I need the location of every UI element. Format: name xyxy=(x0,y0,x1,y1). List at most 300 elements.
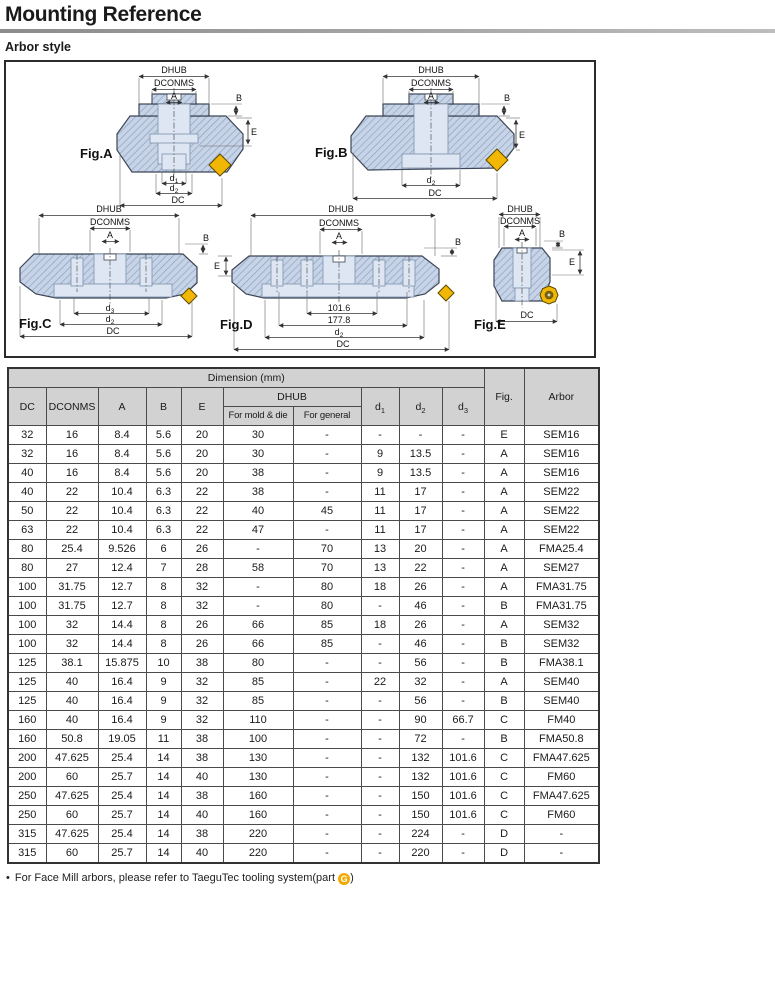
table-cell: 16.4 xyxy=(98,711,146,730)
table-cell: 10 xyxy=(146,654,181,673)
table-cell: 11 xyxy=(361,502,399,521)
table-cell: 19.05 xyxy=(98,730,146,749)
dim-label-a: A xyxy=(170,91,178,101)
table-cell: A xyxy=(484,540,524,559)
table-header-d3 xyxy=(442,388,484,426)
page-title: Mounting Reference xyxy=(5,3,202,26)
table-cell: - xyxy=(293,787,361,806)
table-cell: 100 xyxy=(8,635,46,654)
d2-base: d xyxy=(334,327,340,337)
d2-base: d xyxy=(426,175,432,185)
dim-label-b: B xyxy=(558,229,566,239)
table-cell: 26 xyxy=(181,616,223,635)
table-cell: 31.75 xyxy=(46,597,98,616)
d2-base: d xyxy=(105,314,111,324)
table-cell: A xyxy=(484,483,524,502)
table-cell: 101.6 xyxy=(442,787,484,806)
table-cell: 70 xyxy=(293,559,361,578)
table-cell: 16 xyxy=(46,464,98,483)
table-cell: 38 xyxy=(181,787,223,806)
table-cell: 101.6 xyxy=(442,749,484,768)
table-cell: - xyxy=(361,692,399,711)
table-cell: 38 xyxy=(181,654,223,673)
dim-label-dconms: DCONMS xyxy=(319,218,359,228)
table-cell: 25.4 xyxy=(46,540,98,559)
table-cell: 315 xyxy=(8,844,46,864)
table-cell: 101.6 xyxy=(442,806,484,825)
table-cell: 22 xyxy=(46,502,98,521)
arbor-figures-svg xyxy=(6,62,594,356)
table-cell: SEM22 xyxy=(524,521,599,540)
table-cell: 17 xyxy=(399,521,442,540)
title-rule xyxy=(0,29,775,33)
d1-base: d xyxy=(374,400,381,413)
table-cell: 14.4 xyxy=(98,635,146,654)
table-cell: 125 xyxy=(8,654,46,673)
table-cell: - xyxy=(223,540,293,559)
table-cell: SEM40 xyxy=(524,673,599,692)
table-cell: 80 xyxy=(8,559,46,578)
table-cell: 8 xyxy=(146,616,181,635)
table-cell: - xyxy=(442,825,484,844)
table-cell: 80 xyxy=(293,597,361,616)
table-cell: FMA50.8 xyxy=(524,730,599,749)
table-cell: A xyxy=(484,559,524,578)
dim-label-a: A xyxy=(335,231,343,241)
table-cell: - xyxy=(442,426,484,445)
table-cell: 100 xyxy=(223,730,293,749)
table-cell: - xyxy=(442,445,484,464)
table-header-dconms: DCONMS xyxy=(46,388,98,426)
table-cell: 18 xyxy=(361,616,399,635)
table-cell: 9 xyxy=(146,673,181,692)
dim-label-b: B xyxy=(454,237,462,247)
table-cell: - xyxy=(293,673,361,692)
table-cell: - xyxy=(361,597,399,616)
table-header-e: E xyxy=(181,388,223,426)
table-cell: 7 xyxy=(146,559,181,578)
table-cell: FMA25.4 xyxy=(524,540,599,559)
footnote-close: ) xyxy=(350,872,354,884)
table-cell: 5.6 xyxy=(146,445,181,464)
table-cell: 13.5 xyxy=(399,445,442,464)
table-cell: 11 xyxy=(361,483,399,502)
table-cell: - xyxy=(442,483,484,502)
table-cell: 25.7 xyxy=(98,806,146,825)
table-cell: 132 xyxy=(399,768,442,787)
table-cell: 250 xyxy=(8,806,46,825)
dim-label-dconms: DCONMS xyxy=(154,78,194,88)
table-cell: FM60 xyxy=(524,768,599,787)
table-cell: - xyxy=(293,749,361,768)
table-cell: - xyxy=(293,730,361,749)
table-cell: 46 xyxy=(399,597,442,616)
table-cell: - xyxy=(442,559,484,578)
table-cell: C xyxy=(484,768,524,787)
table-cell: - xyxy=(442,692,484,711)
table-cell: - xyxy=(442,578,484,597)
dim-label-e: E xyxy=(250,127,258,137)
table-cell: 58 xyxy=(223,559,293,578)
dim-label-dhub: DHUB xyxy=(96,204,122,214)
table-cell: 8 xyxy=(146,597,181,616)
table-cell: 224 xyxy=(399,825,442,844)
table-cell: - xyxy=(442,635,484,654)
table-cell: 110 xyxy=(223,711,293,730)
table-cell: 28 xyxy=(181,559,223,578)
table-cell: 38 xyxy=(223,464,293,483)
table-cell: SEM16 xyxy=(524,445,599,464)
table-row xyxy=(8,749,599,768)
dim-label-dhub: DHUB xyxy=(418,65,444,75)
table-cell: 72 xyxy=(399,730,442,749)
table-cell: 38 xyxy=(181,749,223,768)
fig-e-label: Fig.E xyxy=(474,317,506,332)
table-cell: C xyxy=(484,806,524,825)
dim-label-e: E xyxy=(568,257,576,267)
dim-label-dconms: DCONMS xyxy=(500,216,540,226)
table-cell: 13 xyxy=(361,540,399,559)
table-cell: 14 xyxy=(146,825,181,844)
table-cell: 26 xyxy=(181,540,223,559)
dim-label-a: A xyxy=(518,228,526,238)
table-cell: 12.7 xyxy=(98,597,146,616)
table-cell: 9 xyxy=(146,692,181,711)
table-cell: 160 xyxy=(8,730,46,749)
table-cell: 8.4 xyxy=(98,445,146,464)
table-cell: 6 xyxy=(146,540,181,559)
table-cell: 50.8 xyxy=(46,730,98,749)
table-header-fig: Fig. xyxy=(484,368,524,426)
table-cell: - xyxy=(293,825,361,844)
table-cell: 38 xyxy=(181,730,223,749)
d1-base: d xyxy=(169,173,175,183)
dim-label-dhub: DHUB xyxy=(328,204,354,214)
fig-e-group xyxy=(474,204,584,332)
table-cell: FMA38.1 xyxy=(524,654,599,673)
d2-sub: 2 xyxy=(339,332,344,339)
table-cell: FM40 xyxy=(524,711,599,730)
table-cell: 6.3 xyxy=(146,483,181,502)
table-cell: 14.4 xyxy=(98,616,146,635)
table-cell: 40 xyxy=(46,692,98,711)
table-cell: 100 xyxy=(8,597,46,616)
table-cell: 8 xyxy=(146,578,181,597)
dim-label-177-8: 177.8 xyxy=(327,315,351,325)
table-cell: SEM16 xyxy=(524,464,599,483)
footnote-bullet: • xyxy=(6,872,10,884)
table-cell: D xyxy=(484,844,524,864)
table-cell: 40 xyxy=(181,844,223,864)
table-cell: 130 xyxy=(223,749,293,768)
table-cell: A xyxy=(484,616,524,635)
table-cell: 16.4 xyxy=(98,673,146,692)
insert-screw-center xyxy=(548,294,551,297)
table-cell: - xyxy=(442,521,484,540)
table-cell: 200 xyxy=(8,749,46,768)
table-cell: 47.625 xyxy=(46,825,98,844)
d2-sub: 2 xyxy=(110,319,115,326)
table-cell: FMA31.75 xyxy=(524,597,599,616)
dim-label-b: B xyxy=(503,93,511,103)
table-row xyxy=(8,654,599,673)
table-cell: 85 xyxy=(293,616,361,635)
table-header-d1 xyxy=(361,388,399,426)
table-cell: 13 xyxy=(361,559,399,578)
table-cell: 160 xyxy=(8,711,46,730)
table-cell: FMA47.625 xyxy=(524,749,599,768)
table-cell: - xyxy=(361,844,399,864)
d3-sub: 3 xyxy=(110,308,115,315)
table-cell: 11 xyxy=(361,521,399,540)
table-header-b: B xyxy=(146,388,181,426)
table-cell: SEM32 xyxy=(524,635,599,654)
d1-sub: 1 xyxy=(174,178,179,185)
table-cell: - xyxy=(361,635,399,654)
table-cell: B xyxy=(484,692,524,711)
table-cell: 90 xyxy=(399,711,442,730)
table-cell: - xyxy=(442,673,484,692)
table-cell: 20 xyxy=(181,426,223,445)
table-cell: 150 xyxy=(399,806,442,825)
table-row xyxy=(8,730,599,749)
table-cell: 60 xyxy=(46,844,98,864)
arbor-diagram-panel xyxy=(4,60,596,358)
table-header-arbor: Arbor xyxy=(524,368,599,426)
table-cell: 15.875 xyxy=(98,654,146,673)
table-cell: - xyxy=(293,464,361,483)
table-cell: B xyxy=(484,654,524,673)
table-cell: 25.4 xyxy=(98,749,146,768)
table-cell: 40 xyxy=(223,502,293,521)
table-cell: - xyxy=(361,730,399,749)
table-cell: 27 xyxy=(46,559,98,578)
table-cell: - xyxy=(361,654,399,673)
dim-label-dc: DC xyxy=(106,326,120,336)
table-row xyxy=(8,806,599,825)
table-row xyxy=(8,692,599,711)
table-header xyxy=(8,368,599,426)
part-g-badge: G xyxy=(338,873,350,885)
table-cell: 9 xyxy=(146,711,181,730)
table-cell: 32 xyxy=(399,673,442,692)
table-cell: 40 xyxy=(8,483,46,502)
table-cell: SEM16 xyxy=(524,426,599,445)
table-cell: 70 xyxy=(293,540,361,559)
table-cell: 22 xyxy=(181,521,223,540)
table-cell: 220 xyxy=(399,844,442,864)
table-cell: - xyxy=(442,616,484,635)
table-cell: 17 xyxy=(399,483,442,502)
table-cell: 18 xyxy=(361,578,399,597)
table-cell: 38 xyxy=(181,825,223,844)
dim-label-dc: DC xyxy=(171,195,185,205)
table-cell: 40 xyxy=(8,464,46,483)
d2-sub: 2 xyxy=(421,405,426,415)
table-cell: 40 xyxy=(181,768,223,787)
table-cell: 22 xyxy=(46,521,98,540)
table-cell: - xyxy=(524,825,599,844)
dim-label-dhub: DHUB xyxy=(161,65,187,75)
table-row xyxy=(8,521,599,540)
table-cell: - xyxy=(293,426,361,445)
table-cell: 25.7 xyxy=(98,844,146,864)
dim-label-dc: DC xyxy=(428,188,442,198)
table-header-dhub: DHUB xyxy=(223,388,361,407)
table-cell: SEM22 xyxy=(524,483,599,502)
table-cell: 8.4 xyxy=(98,426,146,445)
table-cell: - xyxy=(361,768,399,787)
page xyxy=(0,3,775,1003)
table-cell: 46 xyxy=(399,635,442,654)
table-row xyxy=(8,711,599,730)
table-cell: B xyxy=(484,597,524,616)
table-cell: 66 xyxy=(223,635,293,654)
table-cell: 22 xyxy=(181,483,223,502)
table-cell: - xyxy=(442,597,484,616)
table-header-d2 xyxy=(399,388,442,426)
table-cell: FMA31.75 xyxy=(524,578,599,597)
table-row xyxy=(8,559,599,578)
table-cell: 16.4 xyxy=(98,692,146,711)
table-cell: 32 xyxy=(46,635,98,654)
table-cell: 30 xyxy=(223,426,293,445)
dim-label-dconms: DCONMS xyxy=(90,217,130,227)
table-cell: 32 xyxy=(46,616,98,635)
d2-base: d xyxy=(169,183,175,193)
table-cell: 85 xyxy=(223,692,293,711)
d3-base: d xyxy=(458,400,464,413)
table-header-dimension: Dimension (mm) xyxy=(8,368,484,388)
table-cell: - xyxy=(293,692,361,711)
table-cell: 32 xyxy=(8,445,46,464)
table-cell: - xyxy=(293,521,361,540)
table-row xyxy=(8,597,599,616)
table-row xyxy=(8,426,599,445)
table-cell: - xyxy=(442,730,484,749)
table-cell: 14 xyxy=(146,768,181,787)
table-header-dhub-general: For general xyxy=(293,407,361,426)
dim-label-a: A xyxy=(427,91,435,101)
table-header-dhub-mold: For mold & die xyxy=(223,407,293,426)
d2-sub: 2 xyxy=(431,180,436,187)
table-cell: - xyxy=(223,597,293,616)
table-cell: 40 xyxy=(181,806,223,825)
table-cell: - xyxy=(361,787,399,806)
table-cell: - xyxy=(293,445,361,464)
table-cell: 9.526 xyxy=(98,540,146,559)
table-cell: 38.1 xyxy=(46,654,98,673)
table-cell: 17 xyxy=(399,502,442,521)
table-cell: 100 xyxy=(8,616,46,635)
table-cell: 66 xyxy=(223,616,293,635)
table-cell: - xyxy=(361,711,399,730)
table-cell: 100 xyxy=(8,578,46,597)
table-cell: 10.4 xyxy=(98,502,146,521)
table-cell: 20 xyxy=(181,445,223,464)
table-cell: 22 xyxy=(399,559,442,578)
table-cell: 22 xyxy=(361,673,399,692)
table-cell: A xyxy=(484,673,524,692)
table-cell: FM60 xyxy=(524,806,599,825)
table-cell: - xyxy=(361,806,399,825)
fig-d-group xyxy=(214,204,461,350)
fig-c-label: Fig.C xyxy=(19,316,52,331)
table-cell: SEM40 xyxy=(524,692,599,711)
fig-a-group xyxy=(80,65,257,206)
table-cell: - xyxy=(442,502,484,521)
footnote-text: For Face Mill arbors, please refer to TaeguTec tooling system(part xyxy=(14,872,339,884)
table-cell: 47 xyxy=(223,521,293,540)
table-cell: 32 xyxy=(181,597,223,616)
table-cell: 32 xyxy=(181,711,223,730)
table-cell: E xyxy=(484,426,524,445)
table-cell: 32 xyxy=(181,673,223,692)
dim-label-dconms: DCONMS xyxy=(411,78,451,88)
table-cell: - xyxy=(442,464,484,483)
d2-sub: 2 xyxy=(174,188,179,195)
table-cell: - xyxy=(293,844,361,864)
table-cell: 220 xyxy=(223,844,293,864)
table-cell: - xyxy=(442,844,484,864)
table-header-dc: DC xyxy=(8,388,46,426)
table-cell: - xyxy=(361,749,399,768)
dim-label-dc: DC xyxy=(336,339,350,349)
table-cell: - xyxy=(293,483,361,502)
fig-c-group xyxy=(19,204,209,337)
table-cell: 25.4 xyxy=(98,787,146,806)
table-cell: 5.6 xyxy=(146,426,181,445)
footnote xyxy=(6,872,775,885)
table-header-a: A xyxy=(98,388,146,426)
table-cell: - xyxy=(293,806,361,825)
table-row xyxy=(8,578,599,597)
table-cell: A xyxy=(484,445,524,464)
dim-label-dhub: DHUB xyxy=(507,204,533,214)
table-cell: SEM22 xyxy=(524,502,599,521)
table-cell: SEM32 xyxy=(524,616,599,635)
fig-b-group xyxy=(315,65,525,199)
table-cell: A xyxy=(484,502,524,521)
table-cell: 63 xyxy=(8,521,46,540)
dim-label-e: E xyxy=(518,130,526,140)
table-cell: 22 xyxy=(181,502,223,521)
table-cell: 56 xyxy=(399,654,442,673)
table-cell: 6.3 xyxy=(146,521,181,540)
table-row xyxy=(8,787,599,806)
table-row xyxy=(8,502,599,521)
table-cell: 16 xyxy=(46,426,98,445)
table-cell: - xyxy=(361,825,399,844)
table-cell: A xyxy=(484,521,524,540)
table-cell: A xyxy=(484,464,524,483)
table-cell: 26 xyxy=(181,635,223,654)
table-cell: 20 xyxy=(399,540,442,559)
table-cell: FMA47.625 xyxy=(524,787,599,806)
table-row xyxy=(8,483,599,502)
table-cell: 66.7 xyxy=(442,711,484,730)
table-cell: 10.4 xyxy=(98,521,146,540)
d2-base: d xyxy=(415,400,422,413)
table-cell: 25.7 xyxy=(98,768,146,787)
table-cell: 132 xyxy=(399,749,442,768)
table-cell: 22 xyxy=(46,483,98,502)
table-cell: 32 xyxy=(8,426,46,445)
table-cell: 125 xyxy=(8,692,46,711)
table-row xyxy=(8,445,599,464)
table-cell: 315 xyxy=(8,825,46,844)
table-cell: - xyxy=(361,426,399,445)
